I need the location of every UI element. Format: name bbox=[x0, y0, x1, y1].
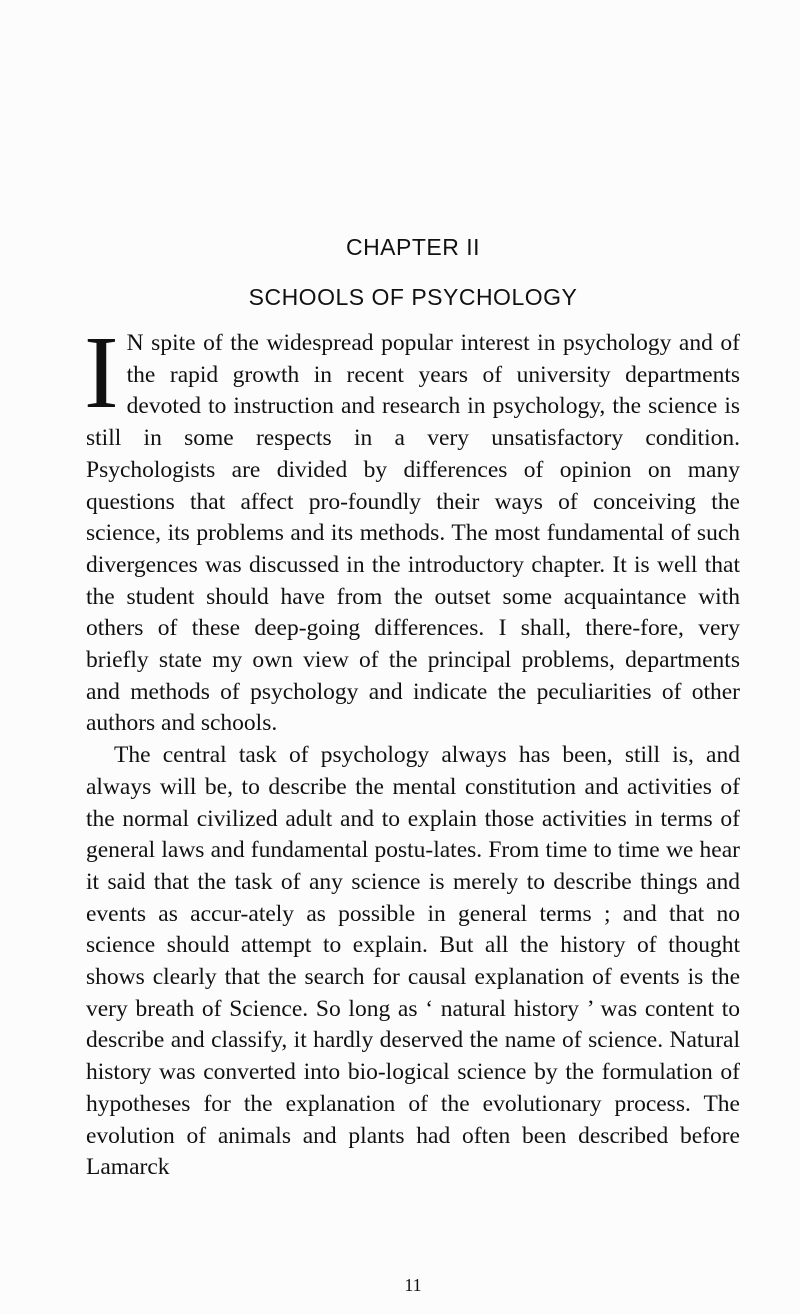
chapter-label: CHAPTER II bbox=[345, 234, 481, 260]
book-page bbox=[86, 0, 740, 1314]
drop-cap: I bbox=[84, 315, 119, 430]
page-number: 11 bbox=[404, 1275, 422, 1295]
chapter-title: SCHOOLS OF PSYCHOLOGY bbox=[248, 284, 578, 310]
paragraph-first-text: N spite of the widespread popular interest in psychology and of the rapid growth in recent years of university departments devoted to instruction and research in psychology, the science is still in some respects in a very unsatisfactory condition. Psychologists are divided by differences of opinion on many questions that affect pro-foundly their ways of conceiving the science, its problems and its methods. The most fundamental of such divergences was discussed in the introductory chapter. It is well that the student should have from the outset some acquaintance with others of these deep-going differences. I shall, there-fore, very briefly state my own view of the principal problems, departments and methods of psychology and indicate the peculiarities of other authors and schools. bbox=[86, 330, 740, 737]
paragraph-second: The central task of psychology always has been, still is, and always will be, to describe the mental constitution and activities of the normal civilized adult and to explain those activities in terms of general laws and fundamental postu-lates. From time to time we hear it said that the task of any science is merely to describe things and events as accur-ately as possible in general terms ; and that no science should attempt to explain. But all the history of thought shows clearly that the search for causal explanation of events is the very breath of Science. So long as ‘ natural history ’ was content to describe and classify, it hardly deserved the name of science. Natural history was converted into bio-logical science by the formulation of hypotheses for the explanation of the evolutionary process. The evolution of animals and plants had often been described before Lamarck bbox=[86, 742, 740, 1181]
body-text bbox=[84, 315, 740, 1184]
paragraph-first bbox=[84, 315, 740, 740]
